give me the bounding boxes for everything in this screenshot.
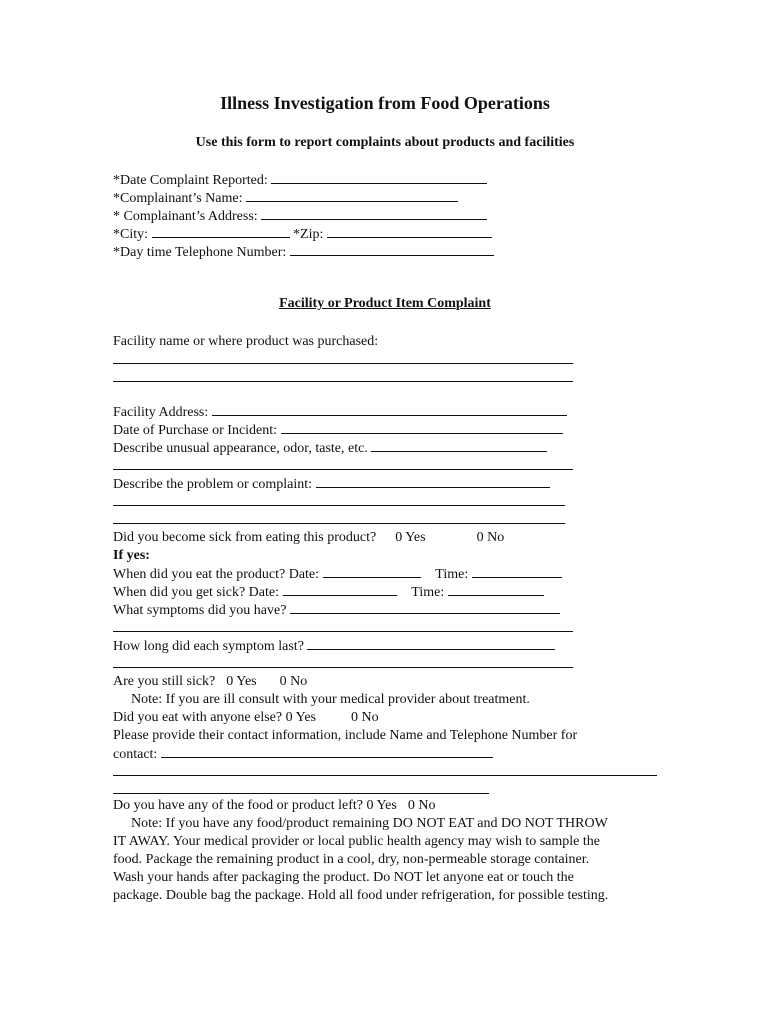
problem-label: Describe the problem or complaint:: [113, 477, 313, 492]
complainant-address-field[interactable]: [261, 207, 487, 220]
leftover-note-text-2: IT AWAY. Your medical provider or local public health agency may wish to sample the: [113, 834, 600, 849]
contact-field-3[interactable]: [113, 781, 489, 794]
still-sick-no-option[interactable]: 0 No: [279, 674, 308, 689]
form-subtitle: Use this form to report complaints about products and facilities: [195, 135, 575, 150]
duration-line-2: [113, 655, 573, 673]
if-yes-label: If yes:: [113, 548, 150, 563]
sick-date-row: [113, 583, 544, 601]
sick-question-label: Did you become sick from eating this product?: [113, 530, 377, 545]
leftover-row: [113, 797, 435, 815]
leftover-note-text-1: Note: If you have any food/product remaining DO NOT EAT and DO NOT THROW: [131, 816, 608, 831]
appearance-line-2: [113, 457, 573, 475]
symptoms-label: What symptoms did you have?: [113, 603, 287, 618]
still-sick-yes-option[interactable]: 0 Yes: [226, 674, 257, 689]
ate-date-label: When did you eat the product? Date:: [113, 567, 320, 582]
city-field[interactable]: [152, 225, 290, 238]
problem-field-2[interactable]: [113, 493, 565, 506]
facility-name-label: Facility name or where product was purchased:: [113, 334, 379, 349]
complainant-name-label: *Complainant’s Name:: [113, 191, 243, 206]
problem-line-3: [113, 511, 565, 529]
facility-address-field[interactable]: [212, 403, 567, 416]
appearance-label: Describe unusual appearance, odor, taste, etc.: [113, 441, 368, 456]
sick-yes-option[interactable]: 0 Yes: [395, 530, 426, 545]
still-sick-label: Are you still sick?: [113, 674, 216, 689]
leftover-note-text-3: food. Package the remaining product in a cool, dry, non-permeable storage container.: [113, 852, 590, 867]
leftover-note-text-4: Wash your hands after packaging the product. Do NOT let anyone eat or touch the: [113, 870, 574, 885]
problem-line-2: [113, 493, 565, 511]
facility-name-field-2[interactable]: [113, 369, 573, 382]
zip-field[interactable]: [327, 225, 492, 238]
purchase-date-label: Date of Purchase or Incident:: [113, 423, 278, 438]
ate-with-row: [113, 709, 379, 727]
leftover-note-line-4: [113, 869, 574, 887]
date-reported-label: *Date Complaint Reported:: [113, 173, 268, 188]
phone-field[interactable]: [290, 243, 494, 256]
leftover-note-line-2: [113, 833, 600, 851]
complainant-address-label: * Complainant’s Address:: [113, 209, 258, 224]
facility-name-field-1[interactable]: [113, 351, 573, 364]
complainant-name-row: [113, 189, 458, 207]
leftover-note-line-3: [113, 851, 589, 869]
leftover-yes-option[interactable]: 0 Yes: [366, 798, 397, 813]
sick-time-label: Time:: [411, 585, 445, 600]
ate-with-no-option[interactable]: 0 No: [350, 710, 379, 725]
duration-label: How long did each symptom last?: [113, 639, 304, 654]
symptoms-line-2: [113, 619, 573, 637]
zip-label: *Zip:: [293, 227, 324, 242]
date-reported-field[interactable]: [271, 171, 487, 184]
sick-no-option[interactable]: 0 No: [476, 530, 505, 545]
symptoms-field[interactable]: [290, 601, 560, 614]
date-reported-row: [113, 171, 487, 189]
if-yes-row: [113, 547, 150, 565]
contact-field-2[interactable]: [113, 763, 657, 776]
still-sick-row: [113, 673, 307, 691]
leftover-note-text-5: package. Double bag the package. Hold all food under refrigeration, for possible testing.: [113, 888, 609, 903]
leftover-note-line-1: [131, 815, 608, 833]
city-label: *City:: [113, 227, 149, 242]
facility-name-line-2: [113, 369, 573, 387]
symptoms-row: [113, 601, 560, 619]
facility-name-line-1: [113, 351, 573, 369]
facility-name-row: [113, 333, 378, 351]
phone-row: [113, 243, 494, 261]
sick-date-label: When did you get sick? Date:: [113, 585, 280, 600]
ate-time-field[interactable]: [472, 565, 562, 578]
ate-date-field[interactable]: [323, 565, 421, 578]
appearance-field[interactable]: [371, 439, 547, 452]
phone-label: *Day time Telephone Number:: [113, 245, 287, 260]
problem-field[interactable]: [316, 475, 550, 488]
contact-label: contact:: [113, 747, 158, 762]
appearance-row: [113, 439, 547, 457]
ate-time-label: Time:: [435, 567, 469, 582]
leftover-label: Do you have any of the food or product left?: [113, 798, 363, 813]
symptoms-field-2[interactable]: [113, 619, 573, 632]
duration-field[interactable]: [307, 637, 555, 650]
contact-info-row: [113, 727, 577, 745]
ill-note-row: [131, 691, 530, 709]
contact-row: [113, 745, 493, 763]
purchase-date-row: [113, 421, 563, 439]
problem-field-3[interactable]: [113, 511, 565, 524]
facility-address-label: Facility Address:: [113, 405, 209, 420]
leftover-no-option[interactable]: 0 No: [407, 798, 436, 813]
ate-with-yes-option[interactable]: 0 Yes: [285, 710, 316, 725]
ate-with-label: Did you eat with anyone else?: [113, 710, 283, 725]
section-title: Facility or Product Item Complaint: [279, 296, 491, 311]
facility-address-row: [113, 403, 567, 421]
appearance-field-2[interactable]: [113, 457, 573, 470]
contact-info-text: Please provide their contact information, include Name and Telephone Number for: [113, 728, 578, 743]
ill-note-text: Note: If you are ill consult with your medical provider about treatment.: [131, 692, 530, 707]
sick-time-field[interactable]: [448, 583, 544, 596]
purchase-date-field[interactable]: [281, 421, 563, 434]
sick-question-row: [113, 529, 504, 547]
complainant-name-field[interactable]: [246, 189, 458, 202]
form-title: Illness Investigation from Food Operations: [220, 93, 550, 113]
contact-line-2: [113, 763, 657, 781]
ate-date-row: [113, 565, 562, 583]
city-zip-row: [113, 225, 492, 243]
contact-field[interactable]: [161, 745, 493, 758]
leftover-note-line-5: [113, 887, 608, 905]
sick-date-field[interactable]: [283, 583, 397, 596]
duration-row: [113, 637, 555, 655]
problem-row: [113, 475, 550, 493]
complainant-address-row: [113, 207, 487, 225]
duration-field-2[interactable]: [113, 655, 573, 668]
